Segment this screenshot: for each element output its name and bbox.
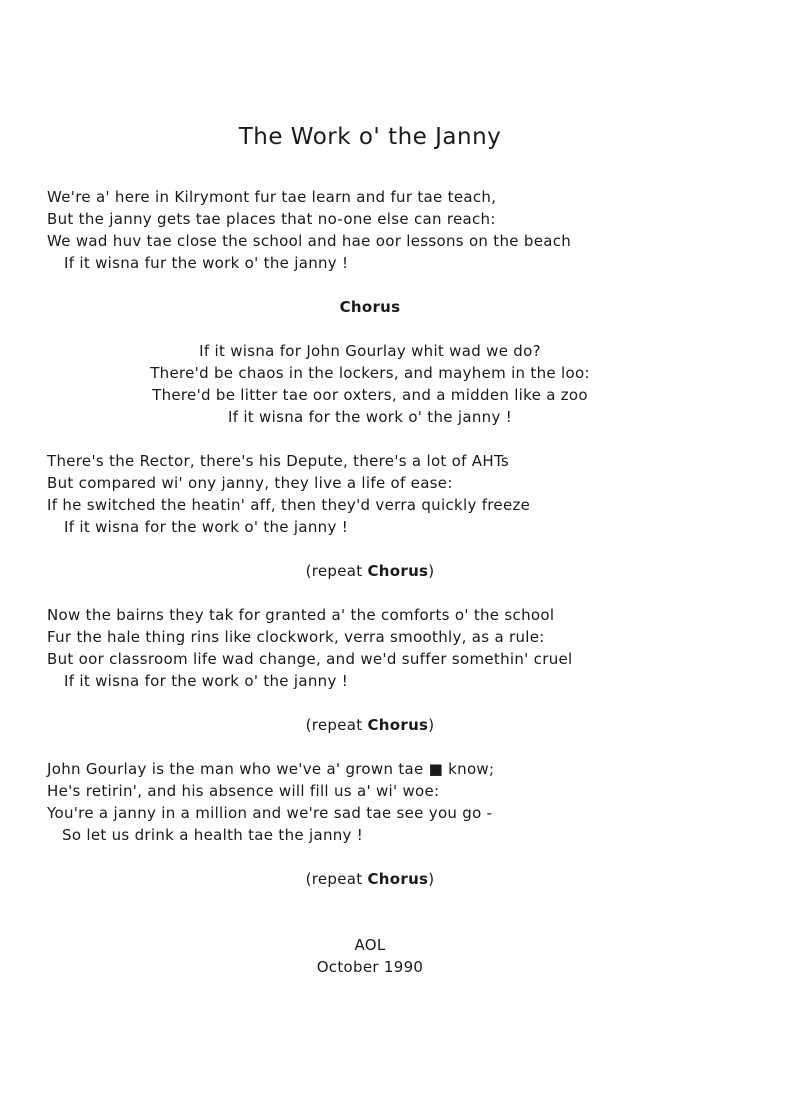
repeat-chorus-3-word: Chorus xyxy=(367,870,429,888)
verse-4-line-4: So let us drink a health tae the janny ! xyxy=(62,826,364,844)
song-title: The Work o' the Janny xyxy=(238,124,502,150)
verse-3-line-3: But oor classroom life wad change, and we'd suffer somethin' cruel xyxy=(47,650,573,668)
date-line: October 1990 xyxy=(316,958,424,976)
verse-3-line-4: If it wisna for the work o' the janny ! xyxy=(64,672,349,690)
verse-4-line-1: John Gourlay is the man who we've a' grown tae ■ know; xyxy=(47,760,495,778)
chorus-line-1: If it wisna for John Gourlay whit wad we do? xyxy=(199,342,541,360)
verse-3-line-2: Fur the hale thing rins like clockwork, verra smoothly, as a rule: xyxy=(47,628,545,646)
verse-2-line-2: But compared wi' ony janny, they live a life of ease: xyxy=(47,474,453,492)
verse-1-line-2: But the janny gets tae places that no-one else can reach: xyxy=(47,210,496,228)
repeat-chorus-1-prefix: (repeat xyxy=(305,562,368,580)
repeat-chorus-3-prefix: (repeat xyxy=(305,870,368,888)
repeat-chorus-3-suffix: ) xyxy=(428,870,435,888)
repeat-chorus-1 xyxy=(0,560,740,582)
repeat-chorus-2-suffix: ) xyxy=(428,716,435,734)
verse-1-line-3: We wad huv tae close the school and hae oor lessons on the beach xyxy=(47,232,572,250)
verse-2-line-3: If he switched the heatin' aff, then they'd verra quickly freeze xyxy=(47,496,531,514)
verse-2-line-1: There's the Rector, there's his Depute, there's a lot of AHTs xyxy=(47,452,510,470)
repeat-chorus-2-word: Chorus xyxy=(367,716,429,734)
repeat-chorus-3 xyxy=(0,868,740,890)
chorus-line-2: There'd be chaos in the lockers, and mayhem in the loo: xyxy=(150,364,590,382)
chorus-line-4: If it wisna for the work o' the janny ! xyxy=(227,408,513,426)
chorus-heading: Chorus xyxy=(339,298,401,316)
repeat-chorus-2-prefix: (repeat xyxy=(305,716,368,734)
verse-2-line-4: If it wisna for the work o' the janny ! xyxy=(64,518,349,536)
verse-1-line-4: If it wisna fur the work o' the janny ! xyxy=(64,254,349,272)
verse-1-line-1: We're a' here in Kilrymont fur tae learn and fur tae teach, xyxy=(47,188,497,206)
verse-4-line-2: He's retirin', and his absence will fill us a' wi' woe: xyxy=(47,782,440,800)
repeat-chorus-1-suffix: ) xyxy=(428,562,435,580)
verse-4-line-3: You're a janny in a million and we're sad tae see you go - xyxy=(47,804,493,822)
verse-3-line-1: Now the bairns they tak for granted a' the comforts o' the school xyxy=(47,606,555,624)
repeat-chorus-2 xyxy=(0,714,740,736)
chorus-line-3: There'd be litter tae oor oxters, and a midden like a zoo xyxy=(152,386,588,404)
repeat-chorus-1-word: Chorus xyxy=(367,562,429,580)
author-initials: AOL xyxy=(354,936,386,954)
